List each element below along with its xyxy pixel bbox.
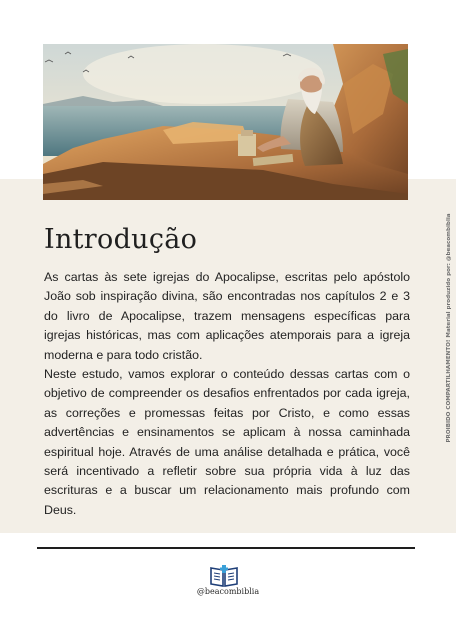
page-title: Introdução: [44, 224, 198, 255]
paragraph: As cartas às sete igrejas do Apocalipse, escritas pelo apóstolo João sob inspiração divina, são encontradas nos capítulos 2 e 3 do livro de Apocalipse, trazem mensagens específicas para igrejas históricas, mas com aplicações atemporais para a igreja moderna e para todo cristão.: [44, 270, 410, 362]
footer-divider: [37, 547, 415, 549]
copyright-side-note: [444, 188, 453, 468]
paragraph: Neste estudo, vamos explorar o conteúdo dessas cartas com o objetivo de compreender os desafios enfrentados por cada igreja, as correções e promessas feitas por Cristo, e como essas advertências e ensinamentos se aplicam à nossa caminhada espiritual hoje. Através de uma análise detalhada e prática, você será incentivado a refletir sobre sua própria vida à luz das escrituras e a buscar um relacionamento mais profundo com Deus.: [44, 367, 410, 517]
open-bible-icon: [210, 565, 238, 587]
introduction-body: [44, 268, 410, 520]
hero-illustration: [43, 44, 408, 200]
side-note-text: PROIBIDO COMPARTILHAMENTO! Material produzido por: @beacombiblia: [445, 213, 452, 443]
brand-handle: @beacombiblia: [196, 587, 260, 596]
